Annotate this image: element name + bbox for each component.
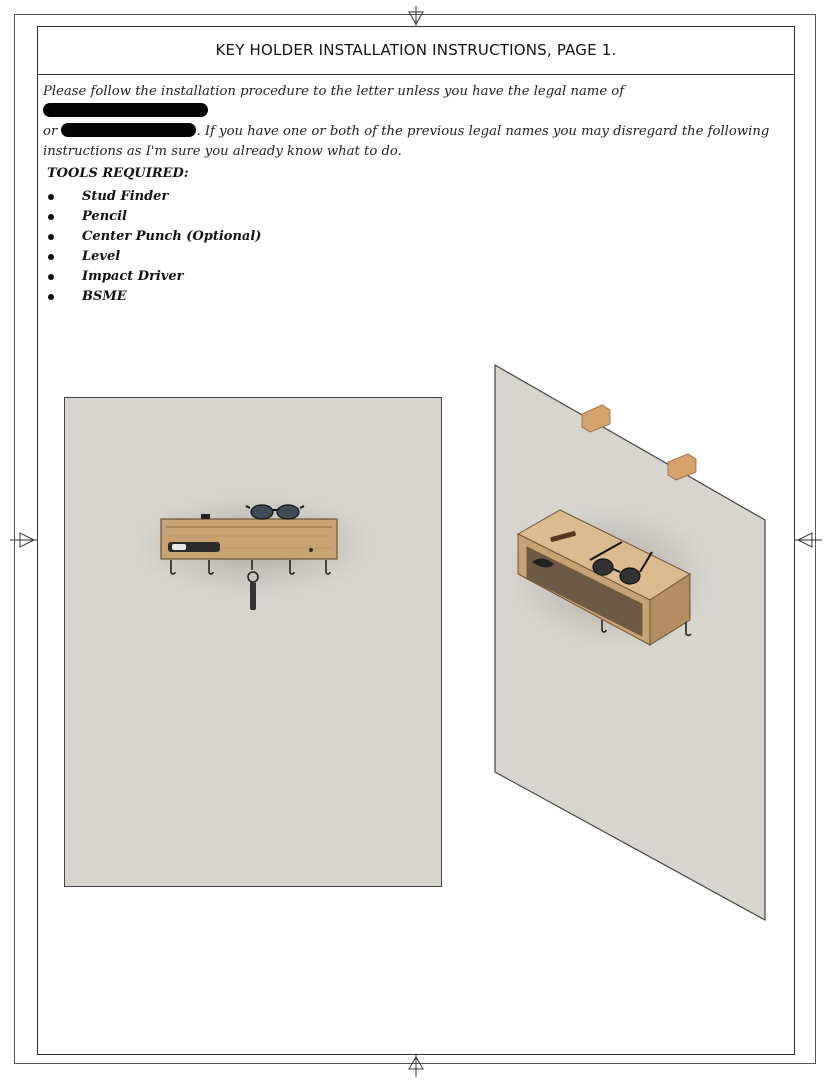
title-block [37, 26, 795, 75]
tool-item-label: Pencil [82, 209, 127, 224]
isometric-view-figure [490, 362, 770, 922]
redacted-name-1 [43, 103, 208, 117]
tool-item-label: Impact Driver [82, 269, 184, 284]
intro-text-1: Please follow the installation procedure to the letter unless you have the legal name of [43, 84, 625, 99]
tools-heading: TOOLS REQUIRED: [47, 166, 189, 181]
tool-item-label: Center Punch (Optional) [82, 229, 262, 244]
tools-list [47, 187, 261, 307]
tool-item [47, 227, 261, 247]
bullet-icon [48, 234, 54, 240]
key-holder-shelf [161, 514, 337, 559]
bullet-icon [48, 254, 54, 260]
bullet-icon [48, 294, 54, 300]
intro-text-2: or [43, 124, 58, 139]
wall-panel [65, 398, 442, 887]
left-center-marker-icon [10, 530, 38, 550]
bullet-icon [48, 214, 54, 220]
tool-item-label: BSME [82, 289, 127, 304]
top-center-marker-icon [406, 6, 426, 28]
tool-item [47, 287, 261, 307]
intro-text-3: . If you have one or both of the previous legal names you may disregard the following instructions as I'm sure you already know what to do. [43, 124, 770, 159]
tool-item [47, 247, 261, 267]
tool-item-label: Level [82, 249, 121, 264]
bullet-icon [48, 194, 54, 200]
right-center-marker-icon [794, 530, 822, 550]
intro-paragraph [43, 82, 788, 162]
page-title: KEY HOLDER INSTALLATION INSTRUCTIONS, PAGE 1. [215, 41, 617, 59]
bottom-center-marker-icon [406, 1053, 426, 1077]
tool-item [47, 267, 261, 287]
front-view-figure [64, 397, 442, 887]
tool-item [47, 187, 261, 207]
bullet-icon [48, 274, 54, 280]
tool-item-label: Stud Finder [82, 189, 169, 204]
redacted-name-2 [61, 123, 196, 137]
tool-item [47, 207, 261, 227]
